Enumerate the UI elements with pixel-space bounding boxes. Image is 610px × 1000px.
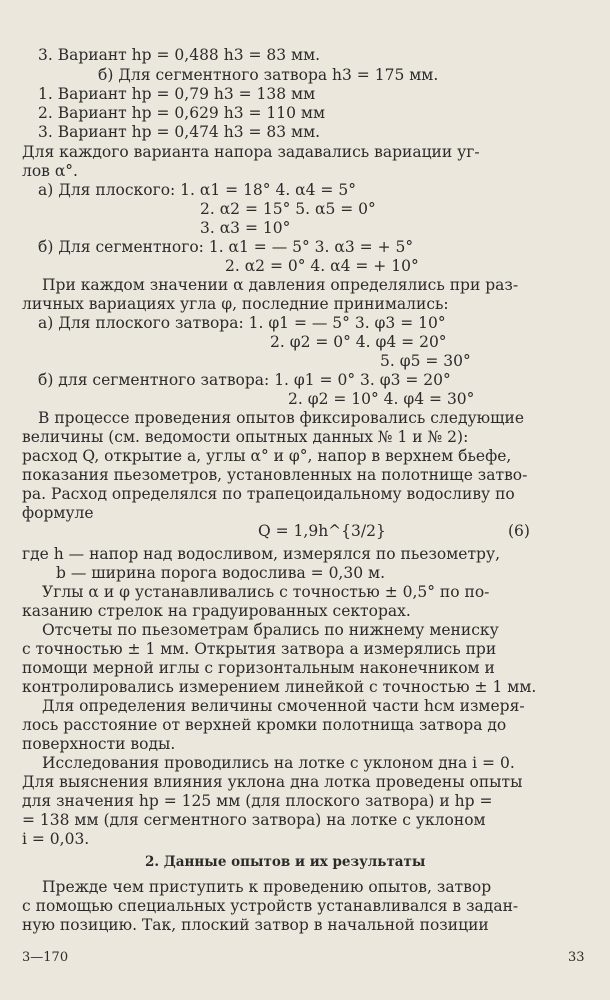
text-line: показания пьезометров, установленных на полотнище затво- — [22, 466, 528, 484]
text-line: 2. φ2 = 10° 4. φ4 = 30° — [288, 390, 475, 408]
text-line: 3. Вариант hр = 0,474 h3 = 83 мм. — [38, 123, 321, 141]
text-line: а) Для плоского затвора: 1. φ1 = — 5° 3. φ3 = 10° — [38, 314, 446, 332]
signature-mark: 3—170 — [22, 950, 69, 965]
text-line: 3. Вариант hр = 0,488 h3 = 83 мм. — [38, 46, 321, 64]
text-line: ную позицию. Так, плоский затвор в начальной позиции — [22, 916, 489, 934]
text-line: Для выяснения влияния уклона дна лотка проведены опыты — [22, 773, 523, 791]
formula-number: (6) — [508, 522, 530, 540]
text-line: б) для сегментного затвора: 1. φ1 = 0° 3. φ3 = 20° — [38, 371, 451, 389]
text-line: для значения hр = 125 мм (для плоского затвора) и hр = — [22, 792, 493, 810]
text-line: лов α°. — [22, 162, 78, 180]
section-heading: 2. Данные опытов и их результаты — [145, 854, 426, 870]
text-line: 2. Вариант hр = 0,629 h3 = 110 мм — [38, 104, 326, 122]
text-line: 2. α2 = 0° 4. α4 = + 10° — [225, 257, 419, 275]
text-line: казанию стрелок на градуированных секторах. — [22, 602, 411, 620]
text-line: Прежде чем приступить к проведению опытов, затвор — [42, 878, 492, 896]
text-line: Углы α и φ устанавливались с точностью ± 0,5° по по- — [42, 583, 490, 601]
text-line: b — ширина порога водослива = 0,30 м. — [56, 564, 385, 582]
text-line: с точностью ± 1 мм. Открытия затвора а измерялись при — [22, 640, 497, 658]
text-line: расход Q, открытие а, углы α° и φ°, напор в верхнем бьефе, — [22, 447, 512, 465]
page-number: 33 — [568, 950, 585, 965]
formula: Q = 1,9h^{3/2} — [258, 522, 386, 540]
text-line: При каждом значении α давления определялись при раз- — [42, 276, 519, 294]
text-line: б) Для сегментного: 1. α1 = — 5° 3. α3 = + 5° — [38, 238, 414, 256]
text-line: а) Для плоского: 1. α1 = 18° 4. α4 = 5° — [38, 181, 356, 199]
text-line: 3. α3 = 10° — [200, 219, 291, 237]
text-line: контролировались измерением линейкой с точностью ± 1 мм. — [22, 678, 537, 696]
text-line: Для определения величины смоченной части hсм измеря- — [42, 697, 525, 715]
text-line: помощи мерной иглы с горизонтальным наконечником и — [22, 659, 495, 677]
text-line: Отсчеты по пьезометрам брались по нижнему мениску — [42, 621, 499, 639]
text-line: 1. Вариант hр = 0,79 h3 = 138 мм — [38, 85, 316, 103]
text-line: личных вариациях угла φ, последние принимались: — [22, 295, 449, 313]
text-line: ра. Расход определялся по трапецоидальному водосливу по — [22, 485, 515, 503]
text-line: Для каждого варианта напора задавались вариации уг- — [22, 143, 480, 161]
text-line: с помощью специальных устройств устанавливался в задан- — [22, 897, 519, 915]
text-line: лось расстояние от верхней кромки полотнища затвора до — [22, 716, 507, 734]
text-line: 2. φ2 = 0° 4. φ4 = 20° — [270, 333, 447, 351]
text-line: б) Для сегментного затвора h3 = 175 мм. — [98, 66, 439, 84]
text-line: формуле — [22, 504, 94, 522]
text-line: 2. α2 = 15° 5. α5 = 0° — [200, 200, 376, 218]
text-line: = 138 мм (для сегментного затвора) на лотке с уклоном — [22, 811, 486, 829]
text-line: i = 0,03. — [22, 830, 90, 848]
text-line: Исследования проводились на лотке с уклоном дна i = 0. — [42, 754, 515, 772]
text-line: 5. φ5 = 30° — [380, 352, 471, 370]
text-line: где h — напор над водосливом, измерялся по пьезометру, — [22, 545, 501, 563]
text-line: В процессе проведения опытов фиксировались следующие — [38, 409, 525, 427]
text-line: величины (см. ведомости опытных данных № 1 и № 2): — [22, 428, 469, 446]
text-line: поверхности воды. — [22, 735, 176, 753]
